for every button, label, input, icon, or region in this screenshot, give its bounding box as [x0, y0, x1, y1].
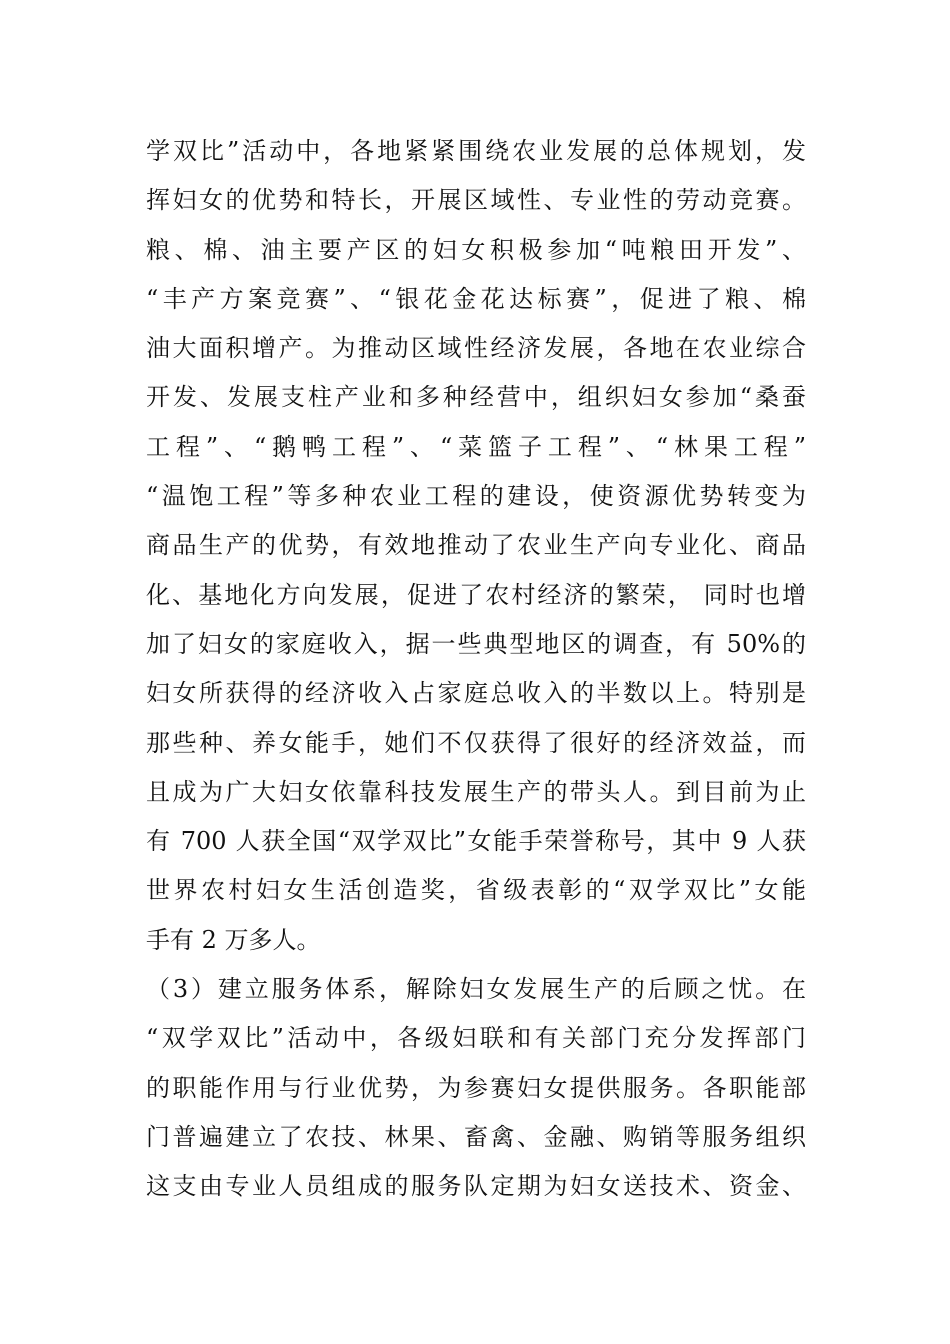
text-line: 化、基地化方向发展，促进了农村经济的繁荣， 同时也增 [146, 580, 806, 609]
text-line: 油大面积增产。为推动区域性经济发展，各地在农业综合 [146, 334, 806, 363]
text-line: 粮、棉、油主要产区的妇女积极参加“吨粮田开发”、 [146, 235, 806, 264]
text-line: （3）建立服务体系，解除妇女发展生产的后顾之忧。在 [146, 975, 806, 1004]
text-line: 世界农村妇女生活创造奖，省级表彰的“双学双比”女能 [146, 876, 806, 905]
text-line: 开发、发展支柱产业和多种经营中，组织妇女参加“桑蚕 [146, 383, 806, 412]
text-line: 挥妇女的优势和特长，开展区域性、专业性的劳动竞赛。 [146, 186, 806, 215]
text-line: 那些种、养女能手，她们不仅获得了很好的经济效益，而 [146, 728, 806, 757]
text-line: “温饱工程”等多种农业工程的建设，使资源优势转变为 [146, 482, 806, 511]
text-line: 工程”、“鹅鸭工程”、“菜篮子工程”、“林果工程” [146, 432, 806, 461]
text-line: “丰产方案竞赛”、“银花金花达标赛”，促进了粮、棉 [146, 284, 806, 313]
text-line: 学双比”活动中，各地紧紧围绕农业发展的总体规划，发 [146, 137, 806, 165]
text-line: 有 700 人获全国“双学双比”女能手荣誉称号，其中 9 人获 [146, 827, 806, 856]
text-line: 商品生产的优势，有效地推动了农业生产向专业化、商品 [146, 531, 806, 560]
text-line: 的职能作用与行业优势，为参赛妇女提供服务。各职能部 [146, 1073, 806, 1102]
text-line: 且成为广大妇女依靠科技发展生产的带头人。到目前为止 [146, 777, 806, 806]
body-text [146, 127, 806, 1212]
text-line: 手有 2 万多人。 [146, 925, 321, 954]
text-line: 门普遍建立了农技、林果、畜禽、金融、购销等服务组织 [146, 1122, 806, 1151]
text-line: 这支由专业人员组成的服务队定期为妇女送技术、资金、 [146, 1172, 806, 1201]
text-line: “双学双比”活动中，各级妇联和有关部门充分发挥部门 [146, 1024, 806, 1053]
text-line: 加了妇女的家庭收入，据一些典型地区的调查，有 50%的 [146, 629, 806, 658]
text-line: 妇女所获得的经济收入占家庭总收入的半数以上。特别是 [146, 679, 806, 708]
